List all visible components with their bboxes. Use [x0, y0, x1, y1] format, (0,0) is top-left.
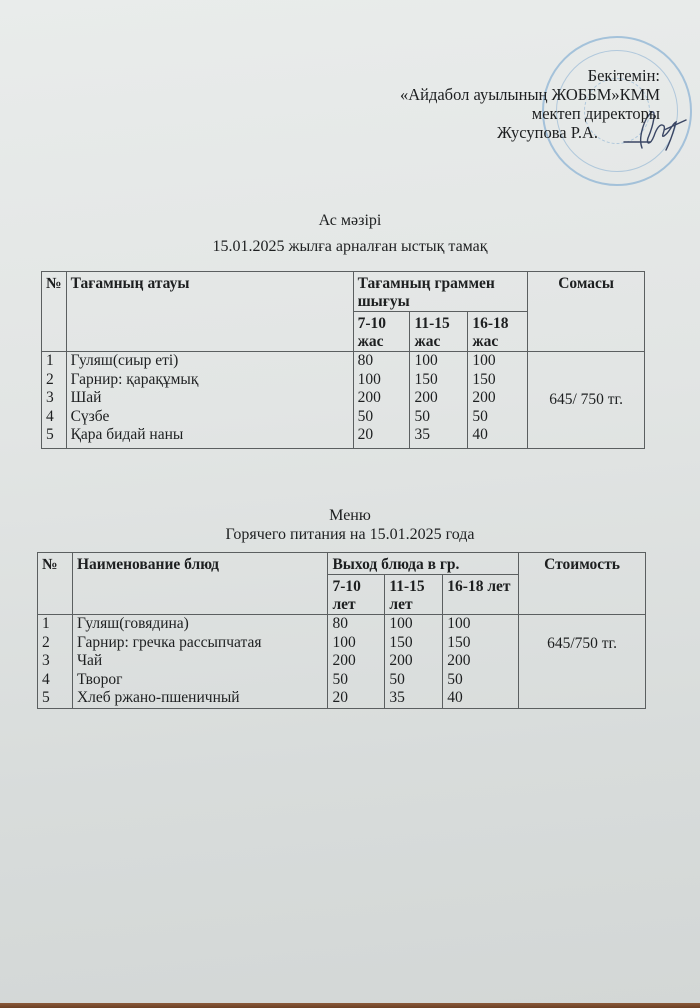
approval-position: мектеп директоры — [531, 104, 660, 123]
number-column — [38, 615, 73, 709]
russian-menu-title: Меню — [329, 507, 371, 524]
yield-value: 100 — [389, 615, 413, 632]
yield-value: 20 — [357, 426, 374, 444]
header-price: Сомасы — [528, 272, 645, 352]
yield-value: 100 — [447, 615, 471, 632]
yield-value: 150 — [472, 370, 496, 388]
dish-name-column — [72, 615, 328, 709]
russian-menu-table — [37, 552, 646, 709]
dish-name: Хлеб ржано-пшеничный — [76, 689, 240, 707]
yield-value: 200 — [332, 652, 356, 670]
dish-name: Гарнир: гречка рассыпчатая — [76, 633, 262, 651]
yield-11-15-column — [410, 352, 468, 449]
header-number: № — [38, 553, 73, 615]
yield-value: 100 — [357, 370, 381, 388]
yield-value: 200 — [414, 389, 438, 407]
yield-11-15-column — [385, 615, 443, 709]
table-row — [38, 615, 646, 709]
dish-name: Гарнир: қарақұмық — [70, 370, 199, 388]
dish-name: Творог — [76, 670, 123, 688]
row-number: 4 — [46, 407, 54, 425]
yield-value: 150 — [414, 370, 438, 388]
price-value: 645/750 тг. — [519, 615, 646, 709]
yield-value: 200 — [472, 389, 496, 407]
yield-7-10-column — [328, 615, 385, 709]
yield-value: 100 — [472, 352, 496, 369]
header-age-group: 11-15 лет — [385, 575, 443, 615]
row-number: 2 — [46, 370, 54, 388]
dish-name: Шай — [70, 389, 102, 407]
header-yield: Тағамның граммен шығуы — [353, 272, 528, 312]
row-number: 2 — [42, 633, 50, 651]
kazakh-menu-table — [41, 271, 645, 449]
yield-value: 150 — [389, 633, 413, 651]
yield-value: 35 — [389, 689, 405, 707]
dish-name: Қара бидай наны — [70, 426, 184, 444]
yield-7-10-column — [353, 352, 410, 449]
header-dish-name: Наименование блюд — [72, 553, 328, 615]
header-age-group: 11-15 жас — [410, 312, 468, 352]
header-age-group: 7-10 лет — [328, 575, 385, 615]
yield-16-18-column — [468, 352, 528, 449]
yield-value: 100 — [332, 633, 356, 651]
yield-value: 20 — [332, 689, 348, 707]
yield-value: 150 — [447, 633, 471, 651]
header-number: № — [42, 272, 67, 352]
yield-value: 50 — [414, 407, 430, 425]
header-price: Стоимость — [519, 553, 646, 615]
row-number: 5 — [46, 426, 54, 444]
yield-value: 80 — [357, 352, 374, 369]
dish-name: Чай — [76, 652, 103, 670]
header-yield: Выход блюда в гр. — [328, 553, 519, 575]
header-age-group: 16-18 лет — [443, 575, 519, 615]
row-number: 5 — [42, 689, 50, 707]
yield-value: 200 — [389, 652, 413, 670]
header-age-group: 7-10 жас — [353, 312, 410, 352]
yield-value: 200 — [447, 652, 471, 670]
dish-name: Гуляш(сиыр еті) — [70, 352, 179, 369]
header-age-group: 16-18 жас — [468, 312, 528, 352]
yield-value: 40 — [472, 426, 488, 444]
row-number: 1 — [46, 352, 54, 369]
dish-name: Сүзбе — [70, 407, 110, 425]
dish-name-column — [66, 352, 353, 449]
yield-value: 35 — [414, 426, 430, 444]
yield-value: 40 — [447, 689, 463, 707]
yield-value: 80 — [332, 615, 348, 632]
approval-heading: Бекітемін: — [587, 66, 660, 85]
approval-director-name: Жусупова Р.А. — [497, 123, 598, 142]
header-dish-name: Тағамның атауы — [66, 272, 353, 352]
yield-value: 200 — [357, 389, 381, 407]
yield-value: 50 — [472, 407, 488, 425]
number-column — [42, 352, 67, 449]
approval-organization: «Айдабол ауылының ЖОББМ»КММ — [399, 85, 660, 104]
row-number: 4 — [42, 670, 50, 688]
dish-name: Гуляш(говядина) — [76, 615, 189, 632]
approval-block — [400, 66, 660, 142]
yield-value: 50 — [357, 407, 374, 425]
yield-16-18-column — [443, 615, 519, 709]
row-number: 1 — [42, 615, 50, 632]
yield-value: 50 — [389, 670, 405, 688]
yield-value: 50 — [332, 670, 348, 688]
kazakh-menu-subtitle: 15.01.2025 жылға арналған ыстық тамақ — [212, 238, 488, 255]
row-number: 3 — [42, 652, 50, 670]
table-row — [42, 352, 645, 449]
desk-edge — [0, 1003, 700, 1008]
row-number: 3 — [46, 389, 54, 407]
price-value: 645/ 750 тг. — [528, 352, 645, 449]
yield-value: 50 — [447, 670, 463, 688]
kazakh-menu-title: Ас мәзірі — [318, 212, 382, 229]
yield-value: 100 — [414, 352, 438, 369]
russian-menu-subtitle: Горячего питания на 15.01.2025 года — [225, 526, 475, 543]
